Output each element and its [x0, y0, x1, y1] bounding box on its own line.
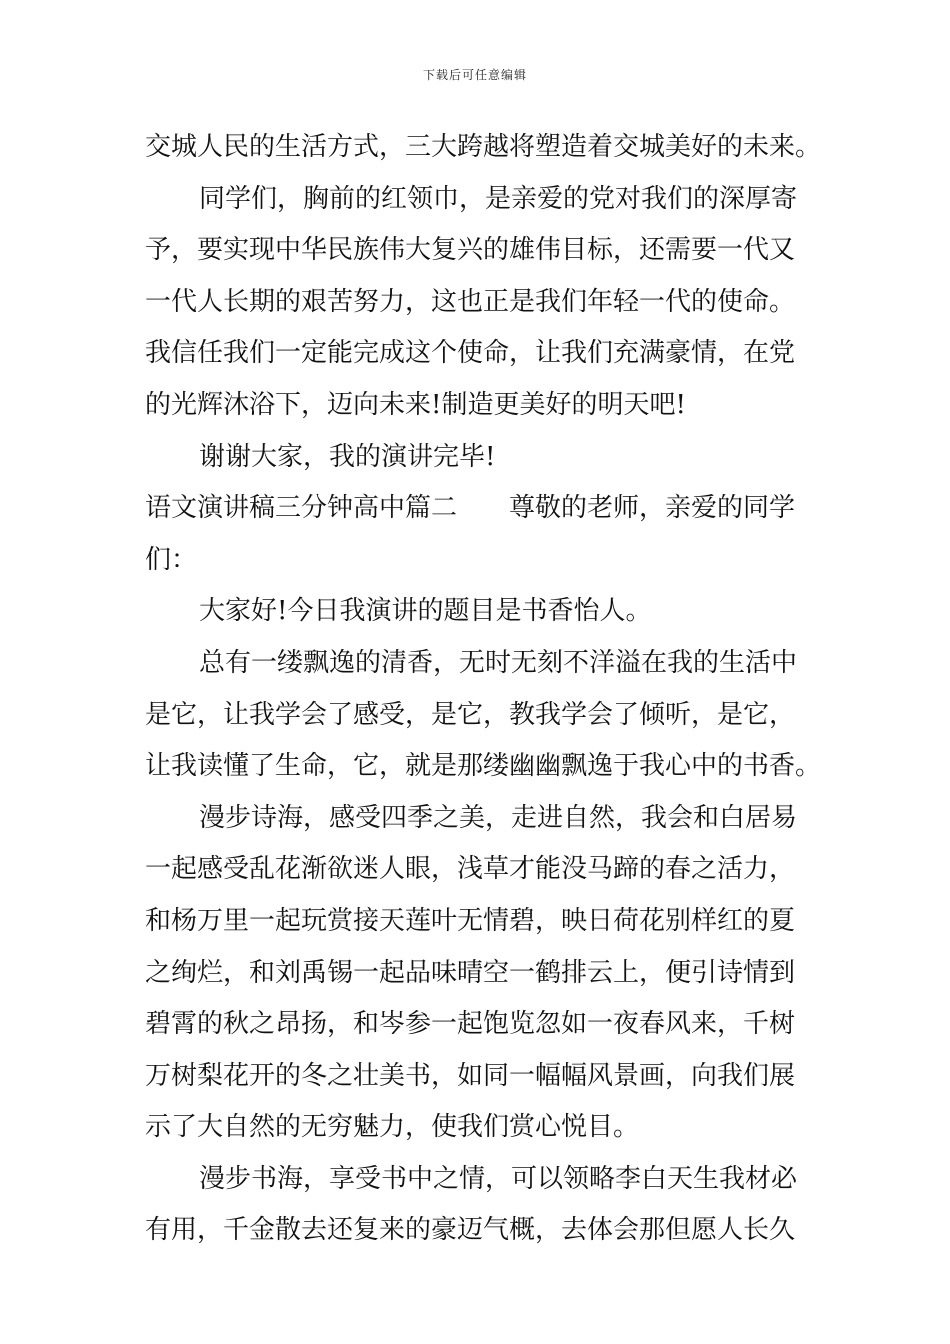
section-heading: 语文演讲稿三分钟高中篇二 — [145, 493, 458, 524]
text-line: 予，要实现中华民族伟大复兴的雄伟目标，还需要一代又 — [145, 235, 796, 266]
text-line: 让我读懂了生命，它，就是那缕幽幽飘逸于我心中的书香。 — [145, 751, 822, 782]
header-note: 下载后可任意编辑 — [422, 68, 527, 82]
text-line: 碧霄的秋之昂扬，和岑参一起饱览忽如一夜春风来，千树 — [145, 1009, 796, 1040]
text-line: 我信任我们一定能完成这个使命，让我们充满豪情，在党 — [145, 338, 796, 369]
text-line: 之绚烂，和刘禹锡一起品味晴空一鹤排云上，便引诗情到 — [145, 957, 796, 988]
text-line: 有用，千金散去还复来的豪迈气概，去体会那但愿人长久 — [145, 1215, 796, 1246]
body-text — [145, 122, 822, 1257]
text-line: 是它，让我学会了感受，是它，教我学会了倾听，是它， — [145, 699, 796, 730]
text-line: 们： — [145, 544, 198, 575]
text-line: 一代人长期的艰苦努力，这也正是我们年轻一代的使命。 — [145, 286, 796, 317]
text-line: 示了大自然的无穷魅力，使我们赏心悦目。 — [145, 1112, 640, 1143]
paragraph-start-line: 总有一缕飘逸的清香，无时无刻不洋溢在我的生活中 — [199, 647, 798, 678]
text-line: 的光辉沐浴下，迈向未来!制造更美好的明天吧! — [145, 389, 686, 420]
paragraph-start-line: 大家好!今日我演讲的题目是书香怡人。 — [199, 596, 652, 627]
heading-line — [145, 483, 807, 535]
salutation: 尊敬的老师，亲爱的同学 — [509, 493, 796, 524]
text-line: 交城人民的生活方式，三大跨越将塑造着交城美好的未来。 — [145, 132, 822, 162]
paragraph-start-line: 漫步书海，享受书中之情，可以领略李白天生我材必 — [199, 1163, 798, 1194]
paragraph-start-line: 谢谢大家，我的演讲完毕! — [199, 441, 496, 472]
text-line: 一起感受乱花渐欲迷人眼，浅草才能没马蹄的春之活力， — [145, 854, 796, 885]
paragraph-start-line: 同学们，胸前的红领巾，是亲爱的党对我们的深厚寄 — [199, 183, 798, 214]
paragraph-start-line: 漫步诗海，感受四季之美，走进自然，我会和白居易 — [199, 802, 798, 833]
text-line: 和杨万里一起玩赏接天莲叶无情碧，映日荷花别样红的夏 — [145, 905, 796, 936]
text-line: 万树梨花开的冬之壮美书，如同一幅幅风景画，向我们展 — [145, 1060, 796, 1091]
